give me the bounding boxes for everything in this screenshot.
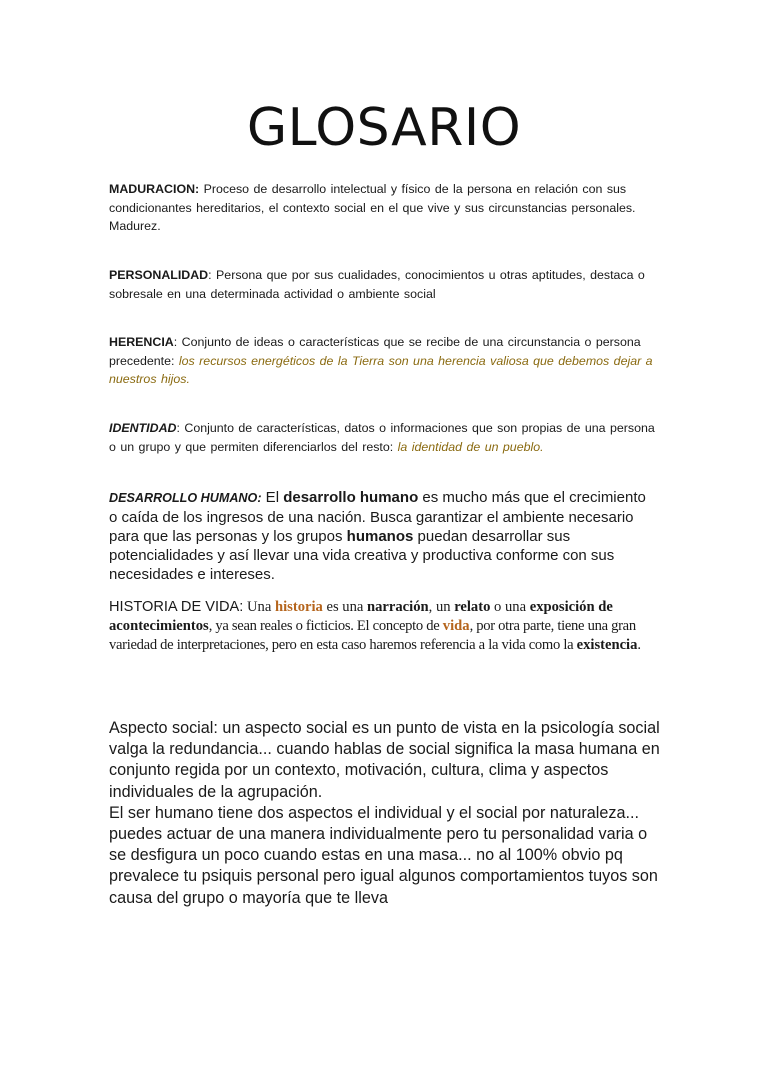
term-personalidad: PERSONALIDAD bbox=[109, 268, 209, 282]
term-identidad: IDENTIDAD bbox=[109, 421, 177, 435]
bold-narracion: narración bbox=[367, 599, 429, 615]
definition-herencia: Conjunto de ideas o características que se recibe de una circunstancia o persona precedente: bbox=[109, 335, 641, 368]
text-segment: es una bbox=[322, 599, 368, 615]
text-segment: Una bbox=[243, 599, 275, 615]
example-herencia: los recursos energéticos de la Tierra son una herencia valiosa que debemos dejar a nuestros hijos. bbox=[109, 353, 653, 386]
entry-historia-de-vida bbox=[109, 598, 661, 655]
term-historia-de-vida: HISTORIA DE VIDA: bbox=[109, 599, 244, 615]
term-desarrollo-humano: DESARROLLO HUMANO: bbox=[109, 491, 262, 505]
bold-desarrollo-humano: desarrollo humano bbox=[283, 489, 419, 506]
definition-personalidad: Persona que por sus cualidades, conocimientos u otras aptitudes, destaca o sobresale en una determinada actividad o ambiente social bbox=[109, 268, 645, 301]
term-herencia: HERENCIA bbox=[109, 335, 174, 349]
entry-personalidad bbox=[109, 266, 657, 303]
text-segment: , ya sean reales o ficticios. El concepto de bbox=[208, 618, 443, 634]
aspecto-paragraph-1: Aspecto social: un aspecto social es un punto de vista en la psicología social valga la redundancia... cuando hablas de social significa la masa humana en conjunto regida por un contexto, motivación, cultura, clima y aspectos individuales de la agrupación. bbox=[109, 719, 660, 801]
definition-identidad: Conjunto de características, datos o informaciones que son propias de una persona o un grupo y que permiten diferenciarlos del resto: bbox=[109, 421, 655, 454]
highlight-historia: historia bbox=[274, 599, 323, 615]
bold-relato: relato bbox=[454, 599, 491, 615]
bold-humanos: humanos bbox=[346, 528, 414, 545]
bold-exposicion: exposición de acontecimientos bbox=[109, 599, 613, 634]
term-colon: : bbox=[176, 421, 180, 435]
entry-maduracion bbox=[109, 180, 657, 236]
text-segment: . bbox=[637, 637, 642, 653]
text-segment: El bbox=[261, 489, 284, 506]
text-segment: , por otra parte, tiene una gran variedad de interpretaciones, pero en esta caso haremos referencia a la vida como la bbox=[109, 618, 636, 653]
term-colon: : bbox=[208, 268, 212, 282]
page-title: GLOSARIO bbox=[246, 98, 522, 158]
definition-maduracion: Proceso de desarrollo intelectual y físico de la persona en relación con sus condicionantes hereditarios, el contexto social en el que vive y sus circunstancias personales. Madurez. bbox=[109, 182, 636, 233]
entry-desarrollo-humano bbox=[109, 488, 657, 584]
term-colon: : bbox=[173, 335, 178, 349]
text-segment: , un bbox=[428, 599, 455, 615]
text-segment: puedan desarrollar sus potencialidades y así llevar una vida creativa y productiva conforme con sus necesidades e intereses. bbox=[109, 528, 615, 583]
entry-identidad bbox=[109, 419, 657, 456]
bold-existencia: existencia bbox=[576, 637, 638, 653]
text-segment: es mucho más que el crecimiento o caída de los ingresos de una nación. Busca garantizar el ambiente necesario para que las personas y los grupos bbox=[109, 489, 646, 545]
entry-aspecto-social bbox=[109, 718, 664, 909]
entry-herencia bbox=[109, 333, 657, 389]
aspecto-paragraph-2: El ser humano tiene dos aspectos el individual y el social por naturaleza... puedes actuar de una manera individualmente pero tu personalidad varia o se desfigura un poco cuando estas en una masa... no al 100% obvio pq prevalece tu psiquis personal pero igual algunos comportamientos tuyos son causa del grupo o mayoría que te lleva bbox=[109, 803, 658, 907]
example-identidad: la identidad de un pueblo. bbox=[397, 439, 544, 454]
highlight-vida: vida bbox=[442, 618, 470, 634]
text-segment: o una bbox=[490, 599, 530, 615]
term-maduracion: MADURACION: bbox=[109, 182, 200, 196]
